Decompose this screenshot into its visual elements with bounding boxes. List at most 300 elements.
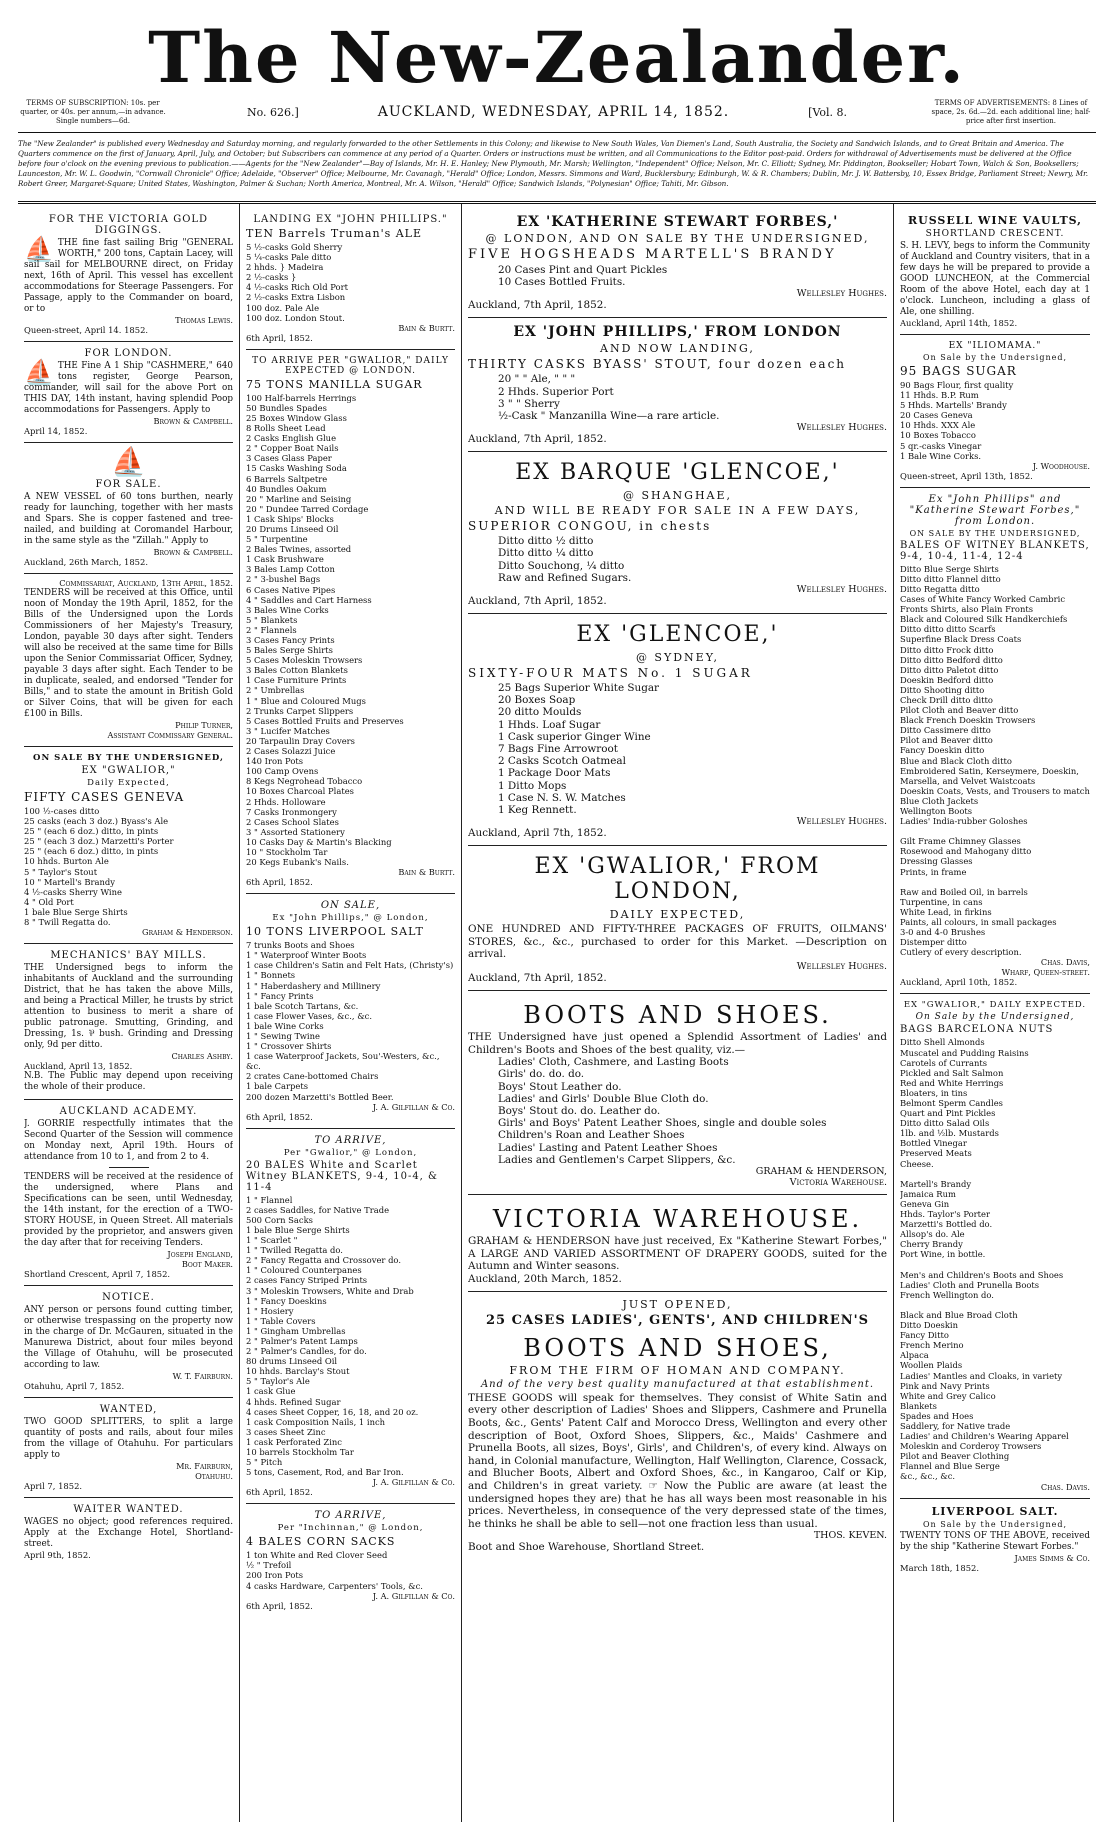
list-item: 25 " (each 6 doz.) ditto, in pints xyxy=(24,846,159,857)
list-item: 20 " Marline and Seising xyxy=(246,493,352,504)
list-item: 1 bale Wine Corks xyxy=(246,1020,324,1031)
ad-signature: Joseph England, xyxy=(167,1249,233,1260)
ad-john-phillips-stout xyxy=(468,318,887,452)
ad-subheading: On Sale by the Undersigned, xyxy=(922,1519,1068,1529)
ad-signature: James Simms & Co. xyxy=(1014,1552,1090,1563)
column-4 xyxy=(894,204,1096,1822)
list-item: 1 " Bonnets xyxy=(246,970,296,981)
ad-signature-place: Wharf, Queen-street. xyxy=(1001,967,1090,978)
ad-arrive-inchinnan xyxy=(246,1504,455,1616)
list-item: 4 hhds. Refined Sugar xyxy=(246,1396,341,1407)
ad-heading: EX BARQUE 'GLENCOE,' xyxy=(515,460,840,486)
list-item: Rosewood and Mahogany ditto xyxy=(900,846,1032,857)
list-item: 20 ditto Moulds xyxy=(498,706,582,719)
ad-heading: TO ARRIVE, xyxy=(314,1510,387,1522)
list-item: 10 Boxes Tobacco xyxy=(900,430,976,441)
column-3 xyxy=(462,204,894,1822)
ad-heading: JUST OPENED, xyxy=(622,1297,733,1311)
list-item: 10 hhds. Burton Ale xyxy=(24,856,109,867)
list-item: 100 ½-cases ditto xyxy=(24,806,100,816)
list-item: Port Wine, in bottle. xyxy=(900,1249,986,1260)
item-list xyxy=(900,380,1090,461)
ad-date: 6th April, 1852. xyxy=(246,877,313,888)
ad-on-sale-liverpool-salt xyxy=(246,894,455,1129)
list-item: Ditto ditto ditto Scarfs xyxy=(900,624,996,635)
ad-date: Otahuhu, April 7, 1852. xyxy=(24,1381,125,1392)
list-item: 1 " Hosiery xyxy=(246,1305,294,1316)
ad-signature-title: Boot Maker. xyxy=(181,1259,233,1270)
list-item: 15 Casks Washing Soda xyxy=(246,463,347,474)
list-item: Ditto ditto Bedford ditto xyxy=(900,654,1003,665)
list-item: 7 Casks Ironmongery xyxy=(246,806,337,817)
ad-date: Boot and Shoe Warehouse, Shortland Street. xyxy=(468,1541,705,1554)
list-item: 2 Hhds. Superior Port xyxy=(498,385,614,398)
list-item: 3 " Lucifer Matches xyxy=(246,725,330,736)
ad-tagline: And of the very best quality manufactured at that establishment. xyxy=(480,1378,875,1390)
list-item: Pilot and Beaver Clothing xyxy=(900,1451,1010,1462)
item-list xyxy=(900,564,1090,958)
ad-heading: VICTORIA WAREHOUSE. xyxy=(492,1205,863,1234)
list-item: Blue and Black Cloth ditto xyxy=(900,755,1012,766)
list-item: 11 Hhds. B.P. Rum xyxy=(900,390,979,401)
list-item: Ditto ditto ¼ ditto xyxy=(498,547,594,560)
list-item: 2 Bales Twines, assorted xyxy=(246,544,352,555)
list-item: 1 Bale Wine Corks. xyxy=(900,450,982,461)
ad-text: ⛵ THE fine fast sailing Brig "GENERAL WORTH," 200 tons, Captain Lacey, will sail sail for MELBOURNE direct, on Friday next, 16th of April. This vessel has excellent accommodations for Steerage Passengers. For Passage, apply to the Commander on board, or to xyxy=(24,235,233,314)
ad-signature: J. Woodhouse. xyxy=(1032,460,1090,471)
ad-text: J. GORRIE respectfully intimates that the Second Quarter of the Session will commence on Monday next, April 19th. Hours of attendance from 10 to 1, and from 2 to 4. xyxy=(24,1119,233,1163)
list-item: 20 Cases Pint and Quart Pickles xyxy=(498,264,668,276)
list-item: 3 " " Sherry xyxy=(498,397,560,410)
ad-text: ANY person or persons found cutting timber, or otherwise trespassing on the property now in the charge of Dr. McGauren, situated in the Manurewa District, about four miles beyond the Village of Otahuhu, will be prosecuted according to law. xyxy=(24,1305,233,1371)
ad-subheading: Daily Expected, xyxy=(87,778,170,788)
list-item: Ladies' India-rubber Goloshes xyxy=(900,816,1028,827)
ad-text: WAGES no object; good references required. Apply at the Exchange Hotel, Shortland-street. xyxy=(24,1517,233,1550)
list-item: Girls' and Boys' Patent Leather Shoes, single and double soles xyxy=(498,1117,827,1130)
ad-signature: Wellesley Hughes. xyxy=(796,584,887,596)
list-item: 1 " Sewing Twine xyxy=(246,1031,320,1041)
list-item: 200 Iron Pots xyxy=(246,1570,304,1581)
list-item: 1 bale Blue Serge Shirts xyxy=(24,906,128,917)
list-item: Muscatel and Pudding Raisins xyxy=(900,1047,1029,1058)
ad-date: Auckland, April 7th, 1852. xyxy=(468,827,607,840)
masthead xyxy=(18,0,1096,99)
list-item: 5 " Turpentine xyxy=(246,534,308,545)
ad-landing-john-phillips xyxy=(246,208,455,350)
list-item: 6 Cases Native Pipes xyxy=(246,584,336,595)
list-item: French Wellington do. xyxy=(900,1289,994,1300)
list-item: Ladies' Cloth and Prunella Boots xyxy=(900,1279,1040,1290)
ad-lead: 4 BALES CORN SACKS xyxy=(246,1535,396,1549)
divider xyxy=(109,1167,149,1168)
ad-lead: 20 BALES White and Scarlet Witney BLANKETS, 9-4, 10-4, & 11-4 xyxy=(246,1159,438,1193)
list-item: 4 cases Sheet Copper, 16, 18, and 20 oz. xyxy=(246,1406,419,1417)
column-1 xyxy=(18,204,240,1822)
ad-subheading: AND NOW LANDING, xyxy=(600,342,755,356)
list-item: Distemper ditto xyxy=(900,937,967,948)
list-item: Bloaters, in tins xyxy=(900,1087,968,1098)
list-item: Boys' Stout Leather do. xyxy=(498,1080,622,1093)
list-item: Spades and Hoes xyxy=(900,1410,974,1421)
list-item: 2 ½-casks } xyxy=(246,272,297,283)
list-item: Belmont Sperm Candles xyxy=(900,1097,1003,1108)
list-item: 100 Half-barrels Herrings xyxy=(246,392,357,403)
list-item: Ditto ditto ½ ditto xyxy=(498,535,594,548)
list-item: 50 Bundles Spades xyxy=(246,402,327,413)
list-item: 3 Bales Lamp Cotton xyxy=(246,564,335,575)
list-item: Ladies' Lasting and Patent Leather Shoes xyxy=(498,1141,718,1154)
list-item: 1 case Flower Vases, &c., &c. xyxy=(246,1010,372,1021)
ad-signature: Brown & Campbell. xyxy=(153,547,233,557)
ad-text: TENDERS will be received at this Office, until noon of Monday the 19th April, 1852, for the Bills of the Undersigned upon the Lords Commissioners of her Majesty's Treasury, London, payable 30 days after sight. Tenders will also be received at the same time for Bills upon the Senior Commissariat Officer, Sydney, payable 3 days after sight. Each Tender to be in duplicate, sealed, and endorsed "Tender for Bills," and to state the amount in British Gold or Silver Coins, that will be given for each £100 in Bills. xyxy=(24,588,233,719)
list-item xyxy=(900,1259,1090,1269)
ad-heading: LANDING EX "JOHN PHILLIPS." xyxy=(253,214,448,225)
list-item: Raw and Boiled Oil, in barrels xyxy=(900,886,1028,897)
list-item: 5 " Blankets xyxy=(246,614,298,625)
ad-date: March 18th, 1852. xyxy=(900,1562,980,1573)
item-list xyxy=(900,1037,1090,1481)
ad-waiter-wanted xyxy=(24,1498,233,1566)
list-item: Raw and Refined Sugars. xyxy=(498,571,632,584)
list-item: Cherry Brandy xyxy=(900,1239,963,1250)
list-item: 7 trunks Boots and Shoes xyxy=(246,940,355,951)
ad-gwalior-geneva xyxy=(24,747,233,944)
ship-icon: ⛵ xyxy=(24,235,54,263)
ad-signature: Philip Turner, xyxy=(175,720,233,730)
list-item: Gilt Frame Chimney Glasses xyxy=(900,836,1021,847)
list-item: Turpentine, in cans xyxy=(900,896,983,907)
list-item: 1lb. and ½lb. Mustards xyxy=(900,1128,999,1139)
ad-text: A NEW VESSEL of 60 tons burthen, nearly ready for launching, together with her masts and Spars. She is copper fastened and tree-nailed, and building at Coromandel Harbour, in the same style as the "Zillah." Apply to xyxy=(24,492,233,546)
ad-heading: FOR LONDON. xyxy=(84,348,173,359)
list-item: Children's Roan and Leather Shoes xyxy=(498,1129,685,1142)
ad-date: Queen-street, April 14. 1852. xyxy=(24,325,149,335)
list-item: 2 Casks English Glue xyxy=(246,433,337,444)
ad-lead: BALES OF WITNEY BLANKETS, 9-4, 10-4, 11-4, 12-4 xyxy=(900,539,1090,562)
ad-lead: SIXTY-FOUR MATS No. 1 SUGAR xyxy=(468,666,753,681)
ad-date: Queen-street, April 13th, 1852. xyxy=(900,470,1033,481)
ad-notice xyxy=(24,1286,233,1398)
list-item: 2 " Umbrellas xyxy=(246,685,305,696)
list-item: 1 Cask Brushware xyxy=(246,554,324,565)
list-item: 1 ton White and Red Clover Seed xyxy=(246,1550,388,1561)
item-list xyxy=(24,806,233,927)
list-item: 5 " Taylor's Ale xyxy=(246,1376,310,1387)
list-item: Black and Coloured Silk Handkerchiefs xyxy=(900,614,1068,625)
list-item: Embroidered Satin, Kerseymere, Doeskin, Marsella, and Velvet Waistcoats xyxy=(900,765,1079,786)
list-item: Ladies' and Girls' Double Blue Cloth do. xyxy=(498,1092,709,1105)
list-item: 7 Bags Fine Arrowroot xyxy=(498,743,618,756)
item-list xyxy=(468,535,887,584)
ad-subheading: On Sale by the Undersigned, xyxy=(915,1012,1075,1023)
place-date: AUCKLAND, WEDNESDAY, APRIL 14, 1852. xyxy=(377,104,730,120)
list-item: 80 drums Linseed Oil xyxy=(246,1356,338,1367)
list-item: 10 Casks Day & Martin's Blacking xyxy=(246,836,392,847)
ad-iliomama xyxy=(900,335,1090,488)
columns xyxy=(18,204,1096,1822)
ad-barque-glencoe xyxy=(468,452,887,614)
ad-signature: Thomas Lewis. xyxy=(175,315,233,325)
list-item: 3-0 and 4-0 Brushes xyxy=(900,927,986,938)
list-item: 100 Camp Ovens xyxy=(246,766,319,777)
list-item: 1 bale Blue Serge Shirts xyxy=(246,1224,350,1235)
ad-subheading: SHORTLAND CRESCENT. xyxy=(925,229,1065,239)
ad-lead: SUPERIOR CONGOU, in chests xyxy=(468,519,712,534)
list-item: 4 " Old Port xyxy=(24,896,74,907)
list-item: Geneva Gin xyxy=(900,1198,950,1209)
list-item: 1 bale Scotch Tartans, &c. xyxy=(246,1000,359,1011)
list-item: 2 Cases Solazzi Juice xyxy=(246,746,336,757)
ad-signature: J. A. Gilfillan & Co. xyxy=(372,1477,455,1488)
issue-number: No. 626.] xyxy=(246,105,299,119)
list-item: 1 " Crossover Shirts xyxy=(246,1041,332,1052)
list-item: Ditto ditto Paletot ditto xyxy=(900,664,999,675)
ad-signature: Wellesley Hughes. xyxy=(796,816,887,828)
list-item: 5 Hhds. Martells' Brandy xyxy=(900,400,1007,411)
ad-date: Auckland, April 13, 1852. xyxy=(24,1061,133,1072)
list-item: 1 cask Glue xyxy=(246,1386,296,1397)
ad-signature: Graham & Henderson. xyxy=(142,927,233,938)
ship-icon: ⛵ xyxy=(111,445,146,478)
list-item: Ditto ditto Frock ditto xyxy=(900,644,994,655)
ad-heading: EX 'KATHERINE STEWART FORBES,' xyxy=(516,214,839,230)
list-item: 3 Cases Fancy Prints xyxy=(246,635,335,645)
ad-note: N.B. The Public may depend upon receiving the whole of their produce. xyxy=(24,1071,233,1093)
list-item: Prints, in frame xyxy=(900,866,967,877)
list-item: Fancy Ditto xyxy=(900,1330,949,1341)
list-item: 5 Cases Moleskin Trowsers xyxy=(246,655,363,666)
list-item: 3 " Moleskin Trowsers, White and Drab xyxy=(246,1285,414,1296)
ad-heading: TO ARRIVE, xyxy=(314,1134,387,1146)
ad-gold-diggings xyxy=(24,208,233,342)
ad-date: Shortland Crescent, April 7, 1852. xyxy=(24,1269,171,1280)
ad-subheading: Per "Inchinnan," @ London, xyxy=(277,1523,424,1534)
list-item: 20 " " Ale, " " " xyxy=(498,373,576,386)
ad-lead: BAGS BARCELONA NUTS xyxy=(900,1024,1054,1036)
column-2 xyxy=(240,204,462,1822)
list-item: 1 " Coloured Counterpanes xyxy=(246,1265,362,1276)
list-item: 1 cask Perforated Zinc xyxy=(246,1436,342,1447)
list-item: 200 dozen Marzetti's Bottled Beer. xyxy=(246,1091,394,1102)
list-item: Ladies' and Children's Wearing Apparel xyxy=(900,1431,1069,1442)
list-item: 6 Barrels Saltpetre xyxy=(246,473,328,484)
list-item: 20 " Dundee Tarred Cordage xyxy=(246,503,369,514)
list-item: 4 ½-casks Rich Old Port xyxy=(246,282,348,293)
list-item: 2 ½-casks Extra Lisbon xyxy=(246,292,346,303)
list-item: 2 cases Fancy Striped Prints xyxy=(246,1275,368,1286)
list-item: 1 Cask superior Ginger Wine xyxy=(498,730,651,743)
list-item: Cases of White Fancy Worked Cambric Fronts Shirts, also Plain Fronts xyxy=(900,594,1066,615)
ad-heading: BOOTS AND SHOES. xyxy=(523,1001,832,1030)
item-list xyxy=(468,264,887,288)
ad-auckland-academy xyxy=(24,1100,233,1286)
list-item: 5 tons, Casement, Rod, and Bar Iron. xyxy=(246,1467,404,1478)
list-item: 3 cases Sheet Zinc xyxy=(246,1426,326,1437)
ad-date: Auckland, 7th April, 1852. xyxy=(468,972,607,985)
ad-keven-boots xyxy=(468,1292,887,1560)
ad-signature: Wellesley Hughes. xyxy=(796,288,887,300)
list-item xyxy=(900,826,1090,836)
ad-heading: ON SALE BY THE UNDERSIGNED, xyxy=(33,753,224,763)
ad-heading: ON SALE, xyxy=(320,900,381,912)
list-item: 10 Cases Bottled Fruits. xyxy=(498,276,626,289)
ad-heading: NOTICE. xyxy=(102,1292,155,1304)
ad-date: Auckland, 7th April, 1852. xyxy=(468,433,607,446)
list-item: 2 " Palmer's Candles, for do. xyxy=(246,1346,367,1357)
list-item: Cutlery of every description. xyxy=(900,947,1022,958)
list-item: 10 Hhds. XXX Ale xyxy=(900,420,976,431)
ad-date: Auckland, 7th April, 1852. xyxy=(468,595,607,608)
list-item: 1 " Scarlet " xyxy=(246,1235,298,1246)
list-item: 5 qr.-casks Vinegar xyxy=(900,440,982,451)
ad-mechanics-bay-mills xyxy=(24,944,233,1100)
ad-text: THE Undersigned begs to inform the inhabitants of Auckland and the surrounding District, that he has taken the above Mills, and being a Practical Miller, he trusts by strict attention to business to merit a share of public patronage. Smutting, Grinding, and Dressing, 1s. ⅌ bush. Grinding and Dressing only, 9d per ditto. xyxy=(24,963,233,1051)
list-item: 1 case Children's Satin and Felt Hats, (Christy's) xyxy=(246,960,454,971)
ad-subheading: Per "Gwalior," @ London, xyxy=(283,1147,418,1158)
list-item: 1 Hhds. Loaf Sugar xyxy=(498,718,601,731)
list-item: 100 doz. Pale Ale xyxy=(246,302,320,313)
list-item: 8 " Twill Regatta do. xyxy=(24,917,111,928)
ad-text: TENDERS will be received at the residence of the undersigned, where Plans and Specifications can be seen, until Wednesday, the 14th instant, for the erection of a TWO-STORY HOUSE, in Queen Street. All materials provided by the proprietor, and answers given the day after that for receiving Tenders. xyxy=(24,1172,233,1249)
list-item: 1 " Fancy Prints xyxy=(246,990,314,1001)
list-item: 8 Rolls Sheet Lead xyxy=(246,423,326,434)
list-item: 1 " Fancy Doeskins xyxy=(246,1295,327,1306)
list-item: Martell's Brandy xyxy=(900,1178,972,1189)
ad-subheading: ON SALE BY THE UNDERSIGNED, xyxy=(909,528,1081,538)
list-item: Pilot Cloth and Beaver ditto xyxy=(900,705,1019,716)
item-list xyxy=(246,940,455,1102)
list-item: 10 hhds. Barclay's Stout xyxy=(246,1366,350,1377)
list-item: Girls' do. do. do. xyxy=(498,1068,585,1081)
ad-heading: FOR THE VICTORIA GOLD DIGGINGS. xyxy=(48,214,209,236)
list-item: 2 " Copper Boat Nails xyxy=(246,443,339,454)
ad-for-london xyxy=(24,342,233,443)
list-item xyxy=(900,877,1090,887)
list-item: 1 Case N. S. W. Matches xyxy=(498,791,626,804)
ad-boots-and-shoes xyxy=(468,991,887,1195)
list-item: 5 Bales Serge Shirts xyxy=(246,645,333,656)
advertisement-terms: TERMS OF ADVERTISEMENTS: 8 Lines of space, 2s. 6d.—2d. each additional line; half-price after first insertion. xyxy=(931,98,1091,125)
ad-russell-wine-vaults xyxy=(900,208,1090,335)
list-item xyxy=(900,1300,1090,1310)
list-item: 2 Hhds. Holloware xyxy=(246,796,326,807)
list-item: 1 Ditto Mops xyxy=(498,779,567,792)
list-item: Ditto Regatta ditto xyxy=(900,583,980,594)
ad-subheading: Ex "John Phillips," @ London, xyxy=(272,913,429,924)
item-list xyxy=(246,1550,455,1590)
list-item: 5 ¼-casks Pale ditto xyxy=(246,252,332,263)
ad-signature: Wellesley Hughes. xyxy=(796,422,887,434)
ad-signature: W. T. Fairburn. xyxy=(172,1371,233,1382)
list-item: 3 " Assorted Stationery xyxy=(246,826,345,837)
ad-subheading: @ SHANGHAE, xyxy=(622,489,733,503)
list-item: 10 " Stockholm Tar xyxy=(246,846,328,857)
list-item: 90 Bags Flour, first quality xyxy=(900,380,1014,390)
list-item: 10 " Martell's Brandy xyxy=(24,876,115,887)
ad-heading: EX 'JOHN PHILLIPS,' FROM LONDON xyxy=(513,324,842,341)
list-item: 2 cases Saddles, for Native Trade xyxy=(246,1204,390,1215)
newspaper-title: The New-Zealander. xyxy=(148,16,966,99)
ad-lead: FIVE HOGSHEADS MARTELL'S BRANDY xyxy=(468,247,837,262)
ad-text: ⛵ THE Fine A 1 Ship "CASHMERE," 640 tons register, George Pearson, commander, will sail for the above Port on THIS DAY, 14th instant, having splendid Poop accommodations for Passengers. Apply to xyxy=(24,358,233,415)
ad-heading: FOR SALE. xyxy=(95,479,162,490)
item-list xyxy=(246,1195,455,1478)
list-item: 1 case Waterproof Jackets, Sou'-Westers, &c., &c. xyxy=(246,1051,440,1072)
ad-date: Auckland, 7th April, 1852. xyxy=(468,299,607,312)
list-item: 2 Cases School Slates xyxy=(246,816,339,827)
list-item: Flannel and Blue Serge xyxy=(900,1461,1000,1472)
ad-signature: THOS. KEVEN. xyxy=(813,1530,887,1542)
ad-subheading: FROM THE FIRM OF HOMAN AND COMPANY. xyxy=(509,1363,846,1377)
list-item: 25 " (each 6 doz.) ditto, in pints xyxy=(24,826,159,837)
list-item: Ladies and Gentlemen's Carpet Slippers, &c. xyxy=(498,1153,736,1166)
list-item: 3 Bales Wine Corks xyxy=(246,604,329,615)
ad-gwalior-nuts xyxy=(900,994,1090,1498)
list-item: 1 " Blue and Coloured Mugs xyxy=(246,695,366,706)
list-item: 5 " Taylor's Stout xyxy=(24,866,98,877)
list-item: 8 Kegs Negrohead Tobacco xyxy=(246,776,363,787)
publication-notice: The "New Zealander" is published every Wednesday and Saturday morning, and regularly forwarded to the other Settlements in this Colony; and likewise to New South Wales, Van Diemen's Land, South Australia, the Society and Sandwich Islands, and to Great Britain and America. The Quarters commence on the first of January, April, July, and October; but Subscribers can commence at any period of a Quarter. Orders or instructions must be written, and all Communications to the Editor post-paid. Orders for withdrawal of Advertisements must be delivered at the Office before four o'clock on the evening previous to publication.——Agents for the "New Zealander"—Bay of Islands, Mr. H. E. Hanley; New Plymouth, Mr. Marsh; Wellington, "Independent" Office; Nelson, Mr. C. Elliott; Sydney, Mr. Piddington, Bookseller; Hobart Town, Walch & Son, Booksellers; Launceston, Mr. W. L. Goodwin, "Cornwall Chronicle" Office; Adelaide, "Observer" Office; Melbourne, Mr. Cavanagh, "Herald" Office; London, Messrs. Simmons and Ward, Bucklersbury; Edinburgh, W. & R. Chambers; Dublin, Mr. J. W. Battersby, 10, Essex Bridge, Parliament Street; Newry, Mr. Robert Greer, Margaret-Square; United States, Washington, Palmer & Suchan; North America, Montreal, Mr. A. Wilson, "Herald" Office; Sandwich Islands, "Polynesian" Office; Tahiti, Mr. Gibson. xyxy=(18,133,1096,204)
ad-signature: Charles Ashby. xyxy=(171,1051,233,1062)
ad-subheading: On Sale by the Undersigned, xyxy=(922,353,1068,362)
item-list xyxy=(246,393,455,867)
list-item: 140 Iron Pots xyxy=(246,756,304,767)
list-item: 20 Cases Geneva xyxy=(900,410,973,421)
list-item: Pink and Navy Prints xyxy=(900,1380,990,1391)
list-item: Fancy Doeskin ditto xyxy=(900,745,985,756)
list-item: Pickled and Salt Salmon xyxy=(900,1067,1004,1078)
list-item: 500 Corn Sacks xyxy=(246,1214,313,1225)
list-item: Ditto Shell Almonds xyxy=(900,1037,985,1048)
list-item: 2 " Fancy Regatta and Crossover do. xyxy=(246,1255,401,1266)
list-item: Marzetti's Bottled do. xyxy=(900,1219,993,1230)
list-item: 20 Kegs Eubank's Nails. xyxy=(246,857,349,868)
list-item: Alpaca xyxy=(900,1350,929,1361)
ship-icon: ⛵ xyxy=(24,358,54,386)
ad-victoria-warehouse xyxy=(468,1195,887,1292)
item-list xyxy=(468,1056,887,1166)
item-list xyxy=(246,242,455,323)
ad-date: 6th April, 1852. xyxy=(246,1487,313,1498)
ad-subheading: EX "GWALIOR," xyxy=(81,765,176,776)
ad-date: 6th April, 1852. xyxy=(246,1600,313,1611)
list-item: 2 " Flannels xyxy=(246,624,297,635)
ad-arrive-gwalior xyxy=(246,350,455,894)
list-item: 20 Boxes Soap xyxy=(498,694,576,707)
list-item: 1 " Table Covers xyxy=(246,1315,316,1326)
ad-signature-place: Victoria Warehouse. xyxy=(789,1177,887,1189)
list-item: Ditto ditto Flannel ditto xyxy=(900,573,1001,584)
list-item: 40 Bundles Oakum xyxy=(246,483,327,494)
ad-arrive-blankets xyxy=(246,1129,455,1505)
list-item: 1 " Waterproof Winter Boots xyxy=(246,950,367,961)
list-item: Ditto Doeskin xyxy=(900,1320,958,1331)
list-item: Blankets xyxy=(900,1400,937,1411)
ad-subheading: @ LONDON, AND ON SALE BY THE UNDERSIGNED, xyxy=(485,232,870,245)
list-item: 1 bale Carpets xyxy=(246,1081,309,1092)
ad-text: THE Undersigned have just opened a Splendid Assortment of Ladies' and Children's Boots and Shoes of the best quality, viz.— xyxy=(468,1031,887,1056)
ad-date: 6th April, 1852. xyxy=(246,332,313,343)
item-list xyxy=(468,682,887,816)
ad-text: S. H. LEVY, begs to inform the Community of Auckland and Country visiters, that in a few days he will be prepared to provide a GOOD LUNCHEON, at the Commercial Room of the above Hotel, each day at 1 o'clock. Luncheon, including a glass of Ale, one shilling. xyxy=(900,241,1090,317)
list-item: 1 " Twilled Regatta do. xyxy=(246,1245,343,1256)
list-item: ½ " Trefoil xyxy=(246,1560,292,1571)
ad-text: ONE HUNDRED AND FIFTY-THREE PACKAGES OF FRUITS, OILMANS' STORES, &c., &c., purchased to order for this Market. —Description on arrival. xyxy=(468,923,887,961)
list-item: 5 ½-casks Gold Sherry xyxy=(246,242,343,252)
ad-text: TWO GOOD SPLITTERS, to split a large quantity of posts and rails, about four miles from the village of Otahuhu. For particulars apply to xyxy=(24,1417,233,1461)
list-item: Black and Blue Broad Cloth xyxy=(900,1309,1018,1320)
list-item: Doeskin Bedford ditto xyxy=(900,674,994,685)
